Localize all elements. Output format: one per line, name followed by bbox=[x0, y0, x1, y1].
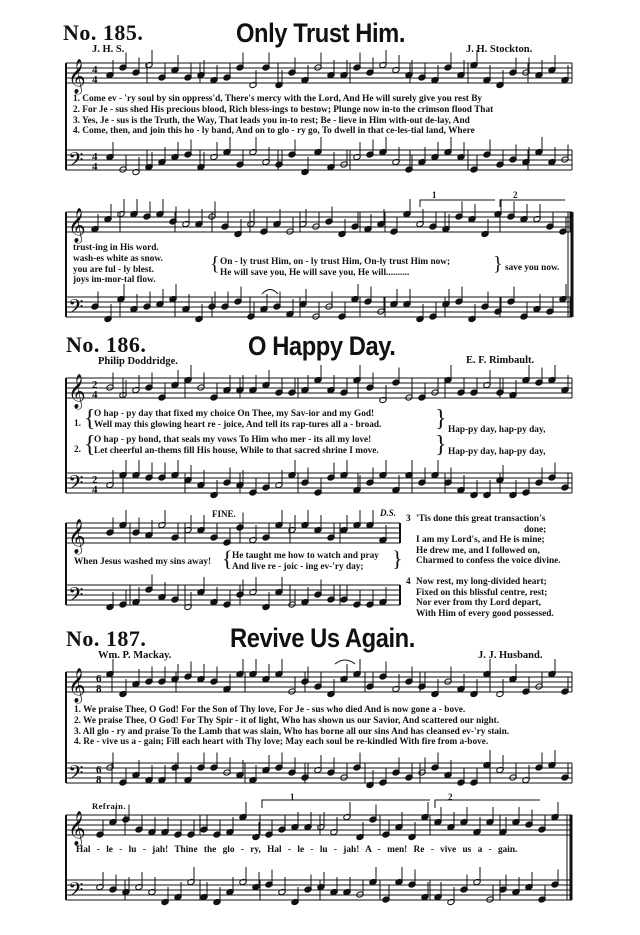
verse-line: He drew me, and I followed on, bbox=[416, 545, 540, 556]
svg-text:8: 8 bbox=[96, 774, 102, 786]
hymn-title: Only Trust Him. bbox=[236, 18, 406, 48]
verse-number: 2. bbox=[74, 445, 81, 455]
words-credit: Wm. P. Mackay. bbox=[98, 650, 172, 661]
svg-text:𝄢: 𝄢 bbox=[68, 761, 84, 789]
verse-line: done; bbox=[524, 524, 547, 535]
svg-text:6: 6 bbox=[96, 673, 102, 685]
verse-line: 1. We praise Thee, O God! For the Son of Thy love, For Je - sus who died And is now gone a - bove. bbox=[74, 705, 466, 715]
refrain-text: Hap-py day, hap-py day, bbox=[448, 425, 546, 435]
refrain-label: Refrain. bbox=[92, 801, 126, 811]
chorus-end: save you now. bbox=[505, 263, 560, 273]
volta-1-label: 1 bbox=[290, 792, 295, 802]
svg-text:𝄢: 𝄢 bbox=[68, 878, 84, 906]
verse-number: 1. bbox=[74, 419, 81, 429]
verse-line: I am my Lord's, and He is mine; bbox=[416, 535, 545, 545]
svg-text:𝄞: 𝄞 bbox=[68, 811, 86, 846]
svg-text:4: 4 bbox=[92, 74, 98, 86]
verse-ending: you are ful - ly blest. bbox=[73, 264, 154, 275]
svg-text:4: 4 bbox=[92, 151, 98, 163]
svg-text:6: 6 bbox=[96, 764, 102, 776]
verse-line: Nor ever from thy Lord depart, bbox=[416, 598, 541, 608]
svg-text:𝄞: 𝄞 bbox=[68, 59, 86, 94]
brace: { bbox=[84, 406, 96, 432]
svg-text:2: 2 bbox=[92, 474, 98, 486]
svg-text:4: 4 bbox=[92, 389, 98, 401]
svg-text:𝄢: 𝄢 bbox=[68, 295, 84, 323]
brace: { bbox=[210, 253, 220, 275]
svg-text:4: 4 bbox=[92, 161, 98, 173]
svg-text:𝄢: 𝄢 bbox=[68, 148, 84, 176]
music-credit: J. H. Stockton. bbox=[466, 44, 533, 55]
svg-text:𝄢: 𝄢 bbox=[68, 583, 84, 611]
refrain-lyrics: Hal - le - lu - jah! Thine the glo - ry, Hal - le - lu - jah! A - men! Re - vive us a - gain. bbox=[76, 845, 518, 855]
verse-line: 4. Re - vive us a - gain; Fill each heart with Thy love; May each soul be re-kindled With fire from a-bove. bbox=[74, 737, 489, 748]
verse-line: Let cheerful an-thems fill His house, While to that sacred shrine I move. bbox=[94, 445, 379, 456]
verse-number: 3 bbox=[406, 514, 411, 524]
svg-text:𝄞: 𝄞 bbox=[68, 374, 86, 409]
verse-line: Fixed on this blissful centre, rest; bbox=[416, 587, 548, 598]
chorus-line: He will save you, He will save you, He will.......... bbox=[220, 267, 410, 278]
brace: } bbox=[435, 432, 447, 458]
brace: { bbox=[84, 432, 96, 458]
hymn-number: No. 185. bbox=[63, 20, 144, 45]
verse-line: Well may this glowing heart re - joice, And tell its rap-tures all a - broad. bbox=[94, 419, 382, 430]
words-credit: J. H. S. bbox=[92, 44, 125, 55]
hymn-title: O Happy Day. bbox=[248, 331, 396, 361]
verse-line: Now rest, my long-divided heart; bbox=[416, 577, 547, 587]
volta-2-label: 2 bbox=[448, 792, 453, 802]
verses-187 bbox=[74, 705, 509, 748]
verse-line: Charmed to confess the voice divine. bbox=[416, 556, 561, 566]
svg-text:𝄞: 𝄞 bbox=[68, 668, 86, 703]
svg-text:𝄢: 𝄢 bbox=[68, 471, 84, 499]
volta-1-label: 1 bbox=[432, 190, 437, 200]
svg-text:𝄞: 𝄞 bbox=[68, 208, 86, 243]
verse-line: 4. Come, then, and join this ho - ly band, And on to glo - ry go, To dwell in that ce-les-tial land, Where bbox=[73, 126, 475, 137]
verse-line: 3. All glo - ry and praise To the Lamb that was slain, Who has borne all our sins And has cleansed ev-'ry stain. bbox=[74, 726, 510, 737]
verse-line: 2. We praise Thee, O God! For Thy Spir - it of light, Who has shown us our Savior, And scattered our night. bbox=[74, 715, 500, 726]
fine-mark: FINE. bbox=[212, 509, 236, 519]
ds-mark: D.S. bbox=[380, 508, 397, 518]
verse-line: 2. For Je - sus shed His precious blood, Rich bless-ings to bestow; Plunge now in-to the crimson flood That bbox=[73, 104, 494, 115]
verse-3-186 bbox=[416, 514, 576, 567]
verse-number: 4 bbox=[406, 577, 411, 587]
verse-line: O hap - py bond, that seals my vows To Him who mer - its all my love! bbox=[94, 435, 372, 445]
verse-line: With Him of every good possessed. bbox=[416, 608, 554, 619]
verse-line: 3. Yes, Je - sus is the Truth, the Way, That leads you in-to rest; Be - lieve in Him with-out de-lay, And bbox=[73, 115, 470, 126]
brace: } bbox=[392, 546, 403, 571]
verse-4-186 bbox=[416, 577, 576, 619]
brace: { bbox=[222, 546, 233, 571]
brace: } bbox=[435, 406, 447, 432]
svg-text:4: 4 bbox=[92, 64, 98, 76]
volta-2-label: 2 bbox=[513, 190, 518, 200]
verse-line: 'Tis done this great transaction's bbox=[416, 514, 546, 524]
music-credit: E. F. Rimbault. bbox=[466, 355, 535, 366]
verses-185 bbox=[73, 94, 493, 137]
verse-1-186 bbox=[94, 409, 381, 431]
verse-ending: wash-es white as snow. bbox=[73, 253, 163, 264]
verse-2-186 bbox=[94, 435, 379, 457]
verse-ending: joys im-mor-tal flow. bbox=[73, 275, 156, 286]
chorus-186 bbox=[232, 551, 379, 573]
words-credit: Philip Doddridge. bbox=[98, 356, 178, 367]
verse-ending: trust-ing in His word. bbox=[73, 243, 159, 253]
verse-endings-185 bbox=[73, 243, 163, 286]
line-end: When Jesus washed my sins away! bbox=[74, 557, 212, 567]
verse-line: O hap - py day that fixed my choice On Thee, my Sav-ior and my God! bbox=[94, 409, 375, 419]
svg-text:4: 4 bbox=[92, 484, 98, 496]
hymn-title: Revive Us Again. bbox=[230, 623, 415, 653]
svg-text:8: 8 bbox=[96, 683, 102, 695]
chorus-185 bbox=[220, 257, 450, 279]
svg-text:𝄞: 𝄞 bbox=[68, 519, 86, 554]
hymn-number: No. 186. bbox=[66, 332, 147, 357]
music-credit: J. J. Husband. bbox=[478, 650, 543, 661]
refrain-text: Hap-py day, hap-py day, bbox=[448, 447, 546, 457]
svg-text:2: 2 bbox=[92, 379, 98, 391]
chorus-line: On - ly trust Him, on - ly trust Him, On-ly trust Him now; bbox=[220, 257, 451, 267]
chorus-line: And live re - joic - ing ev-'ry day; bbox=[232, 561, 364, 572]
hymn-number: No. 187. bbox=[66, 626, 147, 651]
chorus-line: He taught me how to watch and pray bbox=[232, 551, 379, 561]
verse-line: 1. Come ev - 'ry soul by sin oppress'd, There's mercy with the Lord, And He will surely give you rest By bbox=[73, 94, 483, 104]
brace: } bbox=[493, 253, 503, 275]
